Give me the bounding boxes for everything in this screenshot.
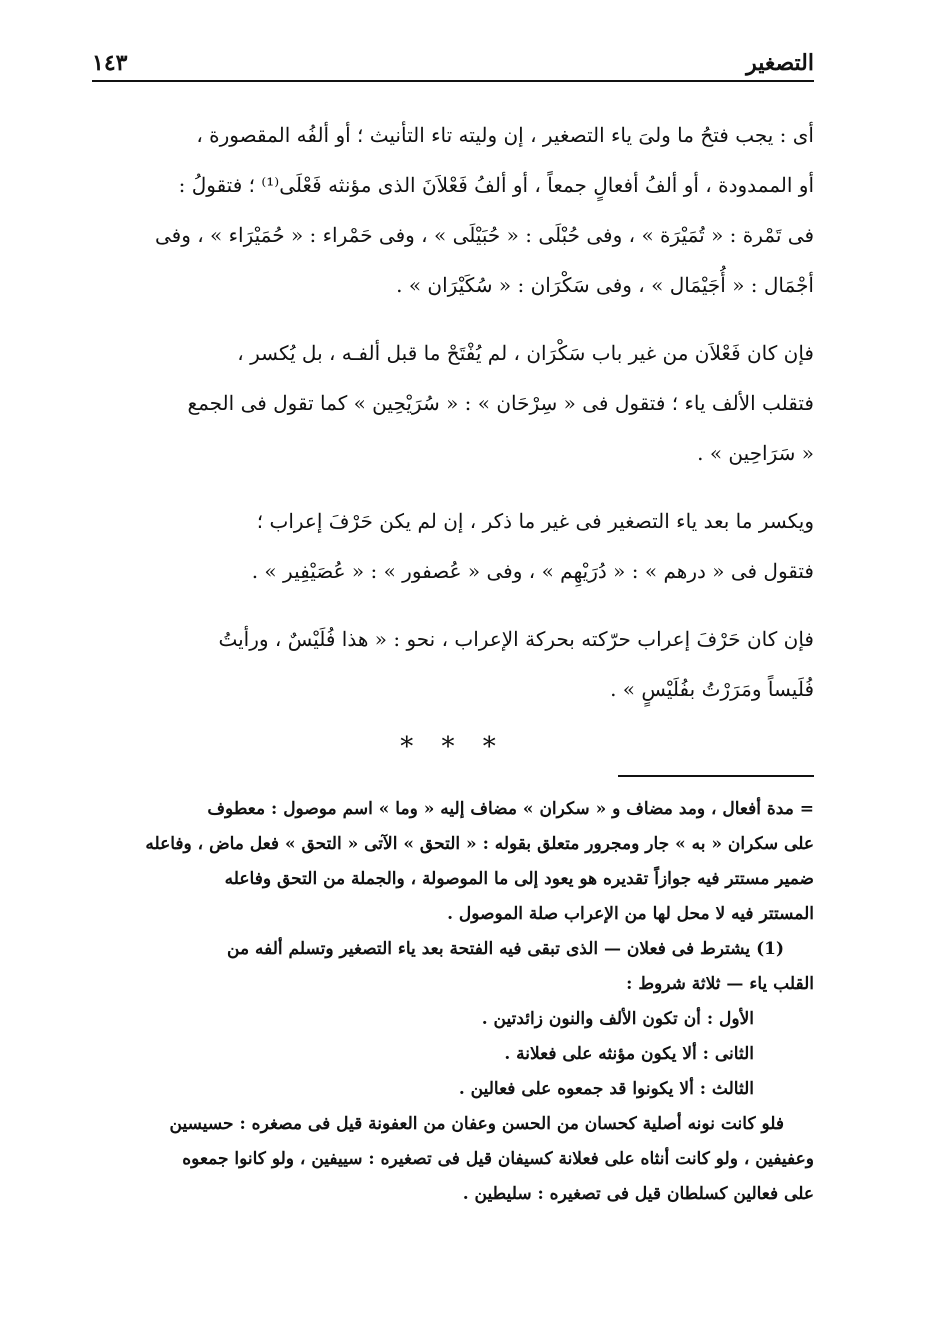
footnote-condition: الأول : أن تكون الألف والنون زائدتين . [481, 1009, 754, 1029]
footnote-1-line: على فعالين كسلطان قيل فى تصغيره : سليطين . [462, 1184, 814, 1204]
text-line: أو الممدودة ، أو ألفُ أفعالٍ جمعاً ، أو ألفُ فَعْلاَنَ الذى مؤنثه فَعْلَى⁽¹⁾ ؛ فتقولُ : [178, 173, 814, 197]
text-line: فُلَيساً ومَرَرْتُ بفُلَيْسٍ » . [610, 677, 814, 701]
footnote-line: ضمير مستتر فيه جوازاً تقديره هو يعود إلى ما الموصولة ، والجملة من التحق وفاعله [224, 869, 814, 889]
text-line: « سَرَاحِين » . [697, 441, 814, 465]
footnote-rule [618, 775, 814, 777]
text-line: فى تَمْرة : « تُمَيْرَة » ، وفى حُبْلَى : « حُبَيْلَى » ، وفى حَمْراء : « حُمَيْرَاء » ، وفى [154, 223, 814, 247]
footnote-line: = مدة أفعال ، ومد مضاف و « سكران » مضاف إليه « وما » اسم موصول : معطوف [207, 799, 814, 819]
section-separator: * * * [400, 732, 506, 762]
header-rule [92, 80, 814, 82]
paragraph [92, 614, 814, 714]
paragraph [92, 496, 814, 596]
text-line: فتقلب الألف ياء ؛ فتقول فى « سِرْحَان » : « سُرَيْحِين » كما تقول فى الجمع [187, 391, 814, 415]
text-line: فتقول فى « درهم » : « دُرَيْهِم » ، وفى « عُصفور » : « عُصَيْفِير » . [251, 559, 814, 583]
page-number: ١٤٣ [92, 50, 128, 76]
text-line: أى : يجب فتحُ ما ولىَ ياء التصغير ، إن وليته تاء التأنيث ؛ أو ألفُه المقصورة ، [196, 123, 814, 147]
main-text [92, 110, 814, 762]
footnote-condition: الثانى : ألا يكون مؤنثه على فعلانة . [504, 1044, 754, 1064]
paragraph [92, 110, 814, 310]
footnote-line: على سكران « به » جار ومجرور متعلق بقوله : « التحق » الآتى « التحق » فعل ماض ، وفاعله [145, 834, 814, 854]
text-line: فإن كان حَرْفَ إعراب حرّكته بحركة الإعراب ، نحو : « هذا فُلَيْسٌ ، ورأيتُ [218, 627, 814, 651]
text-line: فإن كان فَعْلاَن من غير باب سَكْرَان ، لم يُفْتَحْ ما قبل ألفـه ، بل يُكسر ، [237, 341, 814, 365]
paragraph [92, 328, 814, 478]
text-line: أجْمَال : « أُجَيْمَال » ، وفى سَكْرَان : « سُكَيْرَان » . [396, 273, 814, 297]
text-line: ويكسر ما بعد ياء التصغير فى غير ما ذكر ، إن لم يكن حَرْفَ إعراب ؛ [256, 509, 814, 533]
footnote-1-line: (1) يشترط فى فعلان — الذى تبقى فيه الفتحة بعد ياء التصغير وتسلم ألفه من [227, 939, 784, 959]
footnote-1-line: القلب ياء — ثلاثة شروط : [626, 974, 814, 994]
footnote-1-line: وعفيفين ، ولو كانت أنثاه على فعلانة كسيفان قيل فى تصغيره : سييفين ، ولو كانوا جمعوه [182, 1149, 814, 1169]
footnote-line: المستتر فيه لا محل لها من الإعراب صلة الموصول . [447, 904, 814, 924]
footnote-condition: الثالث : ألا يكونوا قد جمعوه على فعالين . [458, 1079, 754, 1099]
page-header [92, 36, 814, 76]
running-title: التصغير [746, 50, 814, 76]
footnote-1-line: فلو كانت نونه أصلية كحسان من الحسن وعفان من العفونة قيل فى مصغره : حسيسين [169, 1114, 784, 1134]
footnotes [92, 792, 814, 1212]
